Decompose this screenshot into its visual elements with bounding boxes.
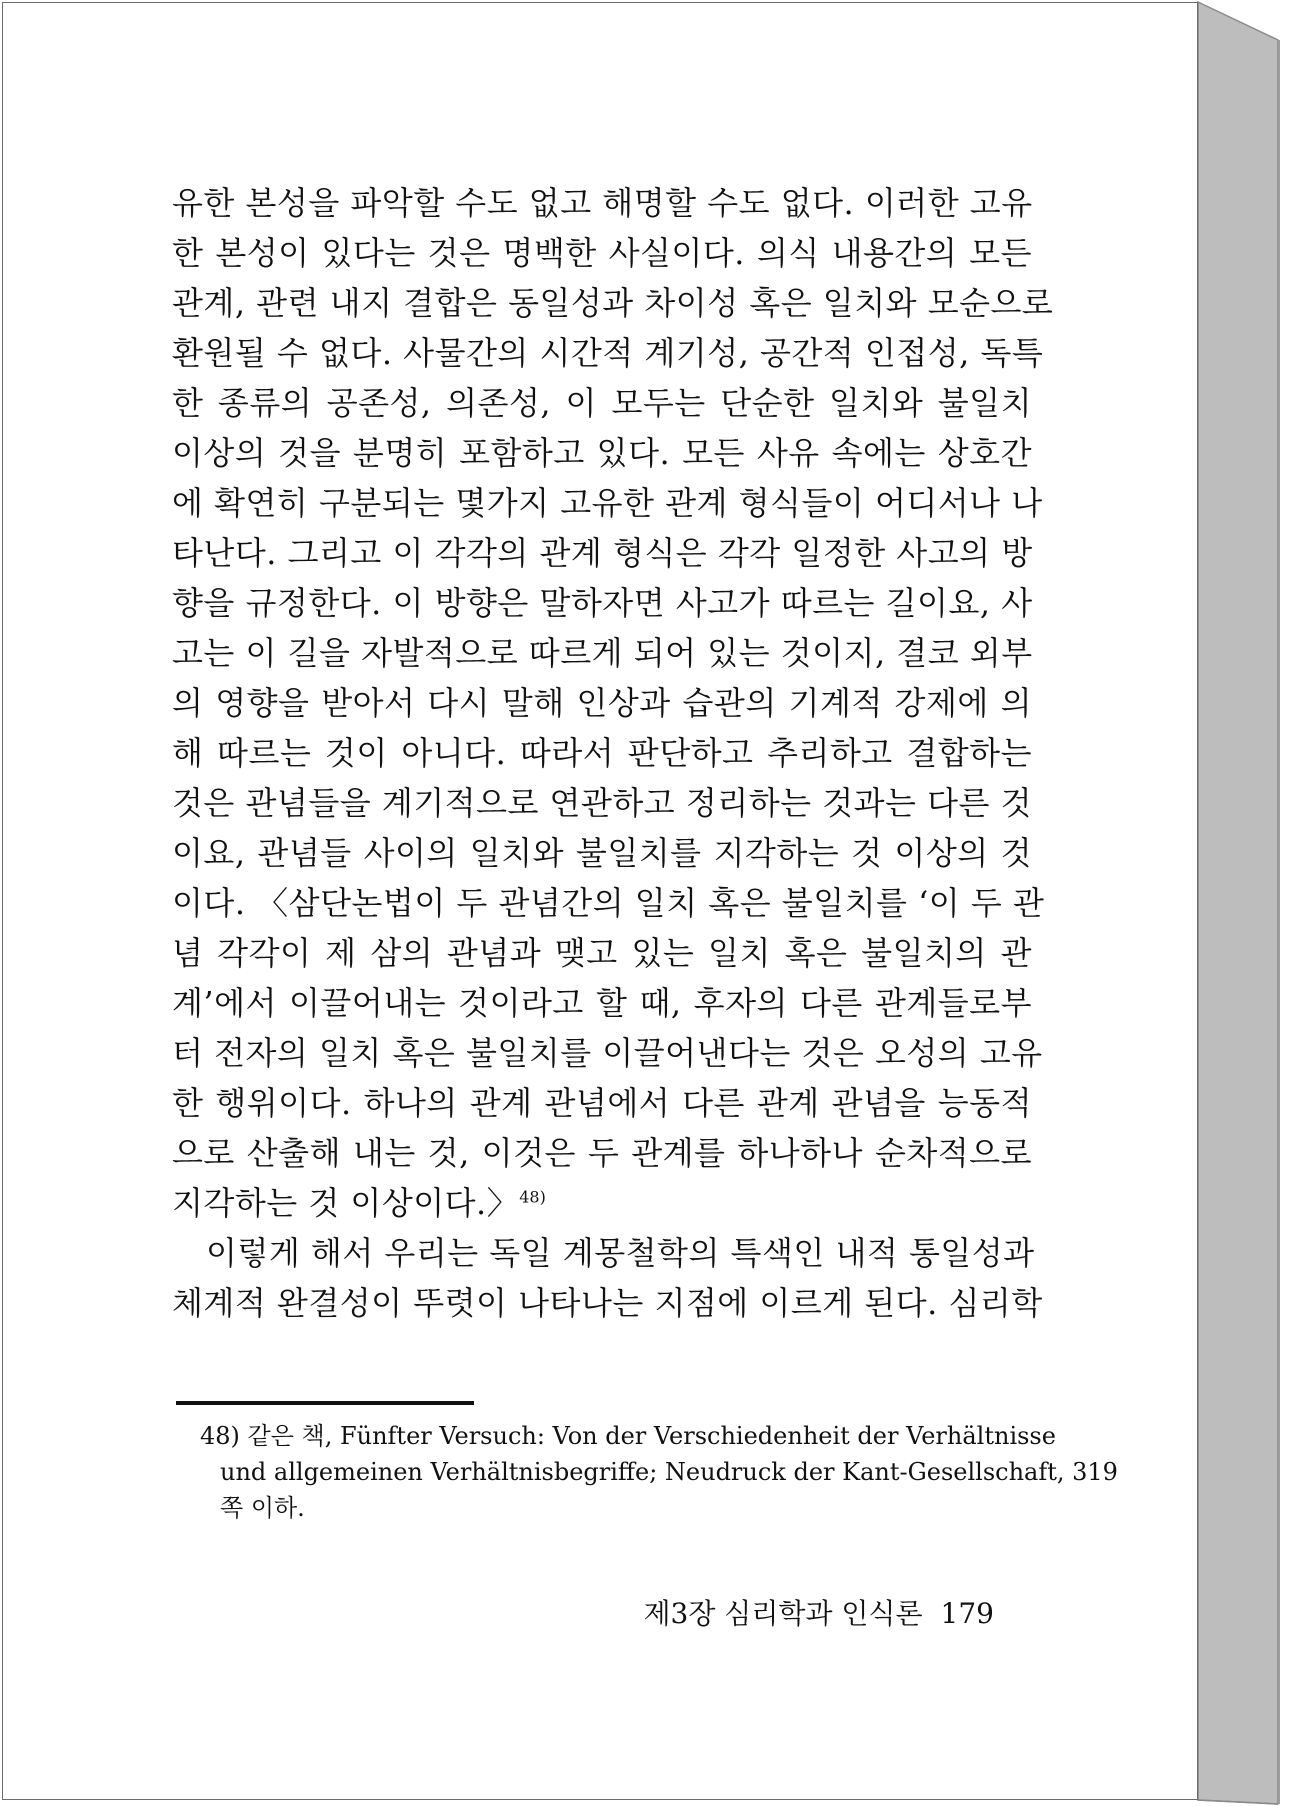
footnote-line: und allgemeinen Verhältnisbegriffe; Neudruck der Kant-Gesellschaft, 319 xyxy=(220,1458,1118,1486)
footnote xyxy=(200,1418,1118,1526)
body-line: 해 따르는 것이 아니다. 따라서 판단하고 추리하고 결합하는 xyxy=(172,734,1032,772)
body-text xyxy=(172,178,1054,1328)
footnote-line: 48) 같은 책, Fünfter Versuch: Von der Verschiedenheit der Verhältnisse xyxy=(200,1422,1056,1450)
body-line-text: 지각하는 것 이상이다.〉 xyxy=(172,1184,520,1222)
page-number: 179 xyxy=(940,1597,994,1630)
body-line: 환원될 수 없다. 사물간의 시간적 계기성, 공간적 인접성, 독특 xyxy=(172,334,1044,372)
body-line: 한 행위이다. 하나의 관계 관념에서 다른 관계 관념을 능동적 xyxy=(172,1084,1032,1122)
body-line: 고는 이 길을 자발적으로 따르게 되어 있는 것이지, 결코 외부 xyxy=(172,634,1033,672)
body-line: 터 전자의 일치 혹은 불일치를 이끌어낸다는 것은 오성의 고유 xyxy=(172,1034,1043,1072)
body-line: 으로 산출해 내는 것, 이것은 두 관계를 하나하나 순차적으로 xyxy=(172,1134,1032,1172)
page-stack-edge-shape xyxy=(1198,2,1316,1804)
paragraph-2-line: 체계적 완결성이 뚜렷이 나타나는 지점에 이르게 된다. 심리학 xyxy=(172,1284,1043,1322)
body-line: 한 종류의 공존성, 의존성, 이 모두는 단순한 일치와 불일치 xyxy=(172,384,1032,422)
body-line: 계’에서 이끌어내는 것이라고 할 때, 후자의 다른 관계들로부 xyxy=(172,984,1032,1022)
body-line: 이다. 〈삼단논법이 두 관념간의 일치 혹은 불일치를 ‘이 두 관 xyxy=(172,884,1045,922)
footnote-line: 쪽 이하. xyxy=(220,1494,305,1522)
body-line: 관계, 관련 내지 결합은 동일성과 차이성 혹은 일치와 모순으로 xyxy=(172,284,1054,322)
body-line: 타난다. 그리고 이 각각의 관계 형식은 각각 일정한 사고의 방 xyxy=(172,534,1033,572)
body-line-last xyxy=(172,1178,1032,1228)
body-line: 에 확연히 구분되는 몇가지 고유한 관계 형식들이 어디서나 나 xyxy=(172,484,1043,522)
running-footer xyxy=(643,1594,994,1634)
chapter-title: 제3장 심리학과 인식론 xyxy=(643,1597,923,1630)
body-line: 이상의 것을 분명히 포함하고 있다. 모든 사유 속에는 상호간 xyxy=(172,434,1032,472)
paragraph-2-line: 이렇게 해서 우리는 독일 계몽철학의 특색인 내적 통일성과 xyxy=(206,1234,1035,1272)
body-line: 유한 본성을 파악할 수도 없고 해명할 수도 없다. 이러한 고유 xyxy=(172,184,1033,222)
body-line: 이요, 관념들 사이의 일치와 불일치를 지각하는 것 이상의 것 xyxy=(172,834,1032,872)
body-line: 념 각각이 제 삼의 관념과 맺고 있는 일치 혹은 불일치의 관 xyxy=(172,934,1032,972)
body-line: 것은 관념들을 계기적으로 연관하고 정리하는 것과는 다른 것 xyxy=(172,784,1033,822)
body-line: 한 본성이 있다는 것은 명백한 사실이다. 의식 내용간의 모든 xyxy=(172,234,1032,272)
body-line: 향을 규정한다. 이 방향은 말하자면 사고가 따르는 길이요, 사 xyxy=(172,584,1033,622)
footnote-reference: 48) xyxy=(519,1187,546,1207)
footnote-separator xyxy=(176,1401,474,1405)
body-line: 의 영향을 받아서 다시 말해 인상과 습관의 기계적 강제에 의 xyxy=(172,684,1032,722)
